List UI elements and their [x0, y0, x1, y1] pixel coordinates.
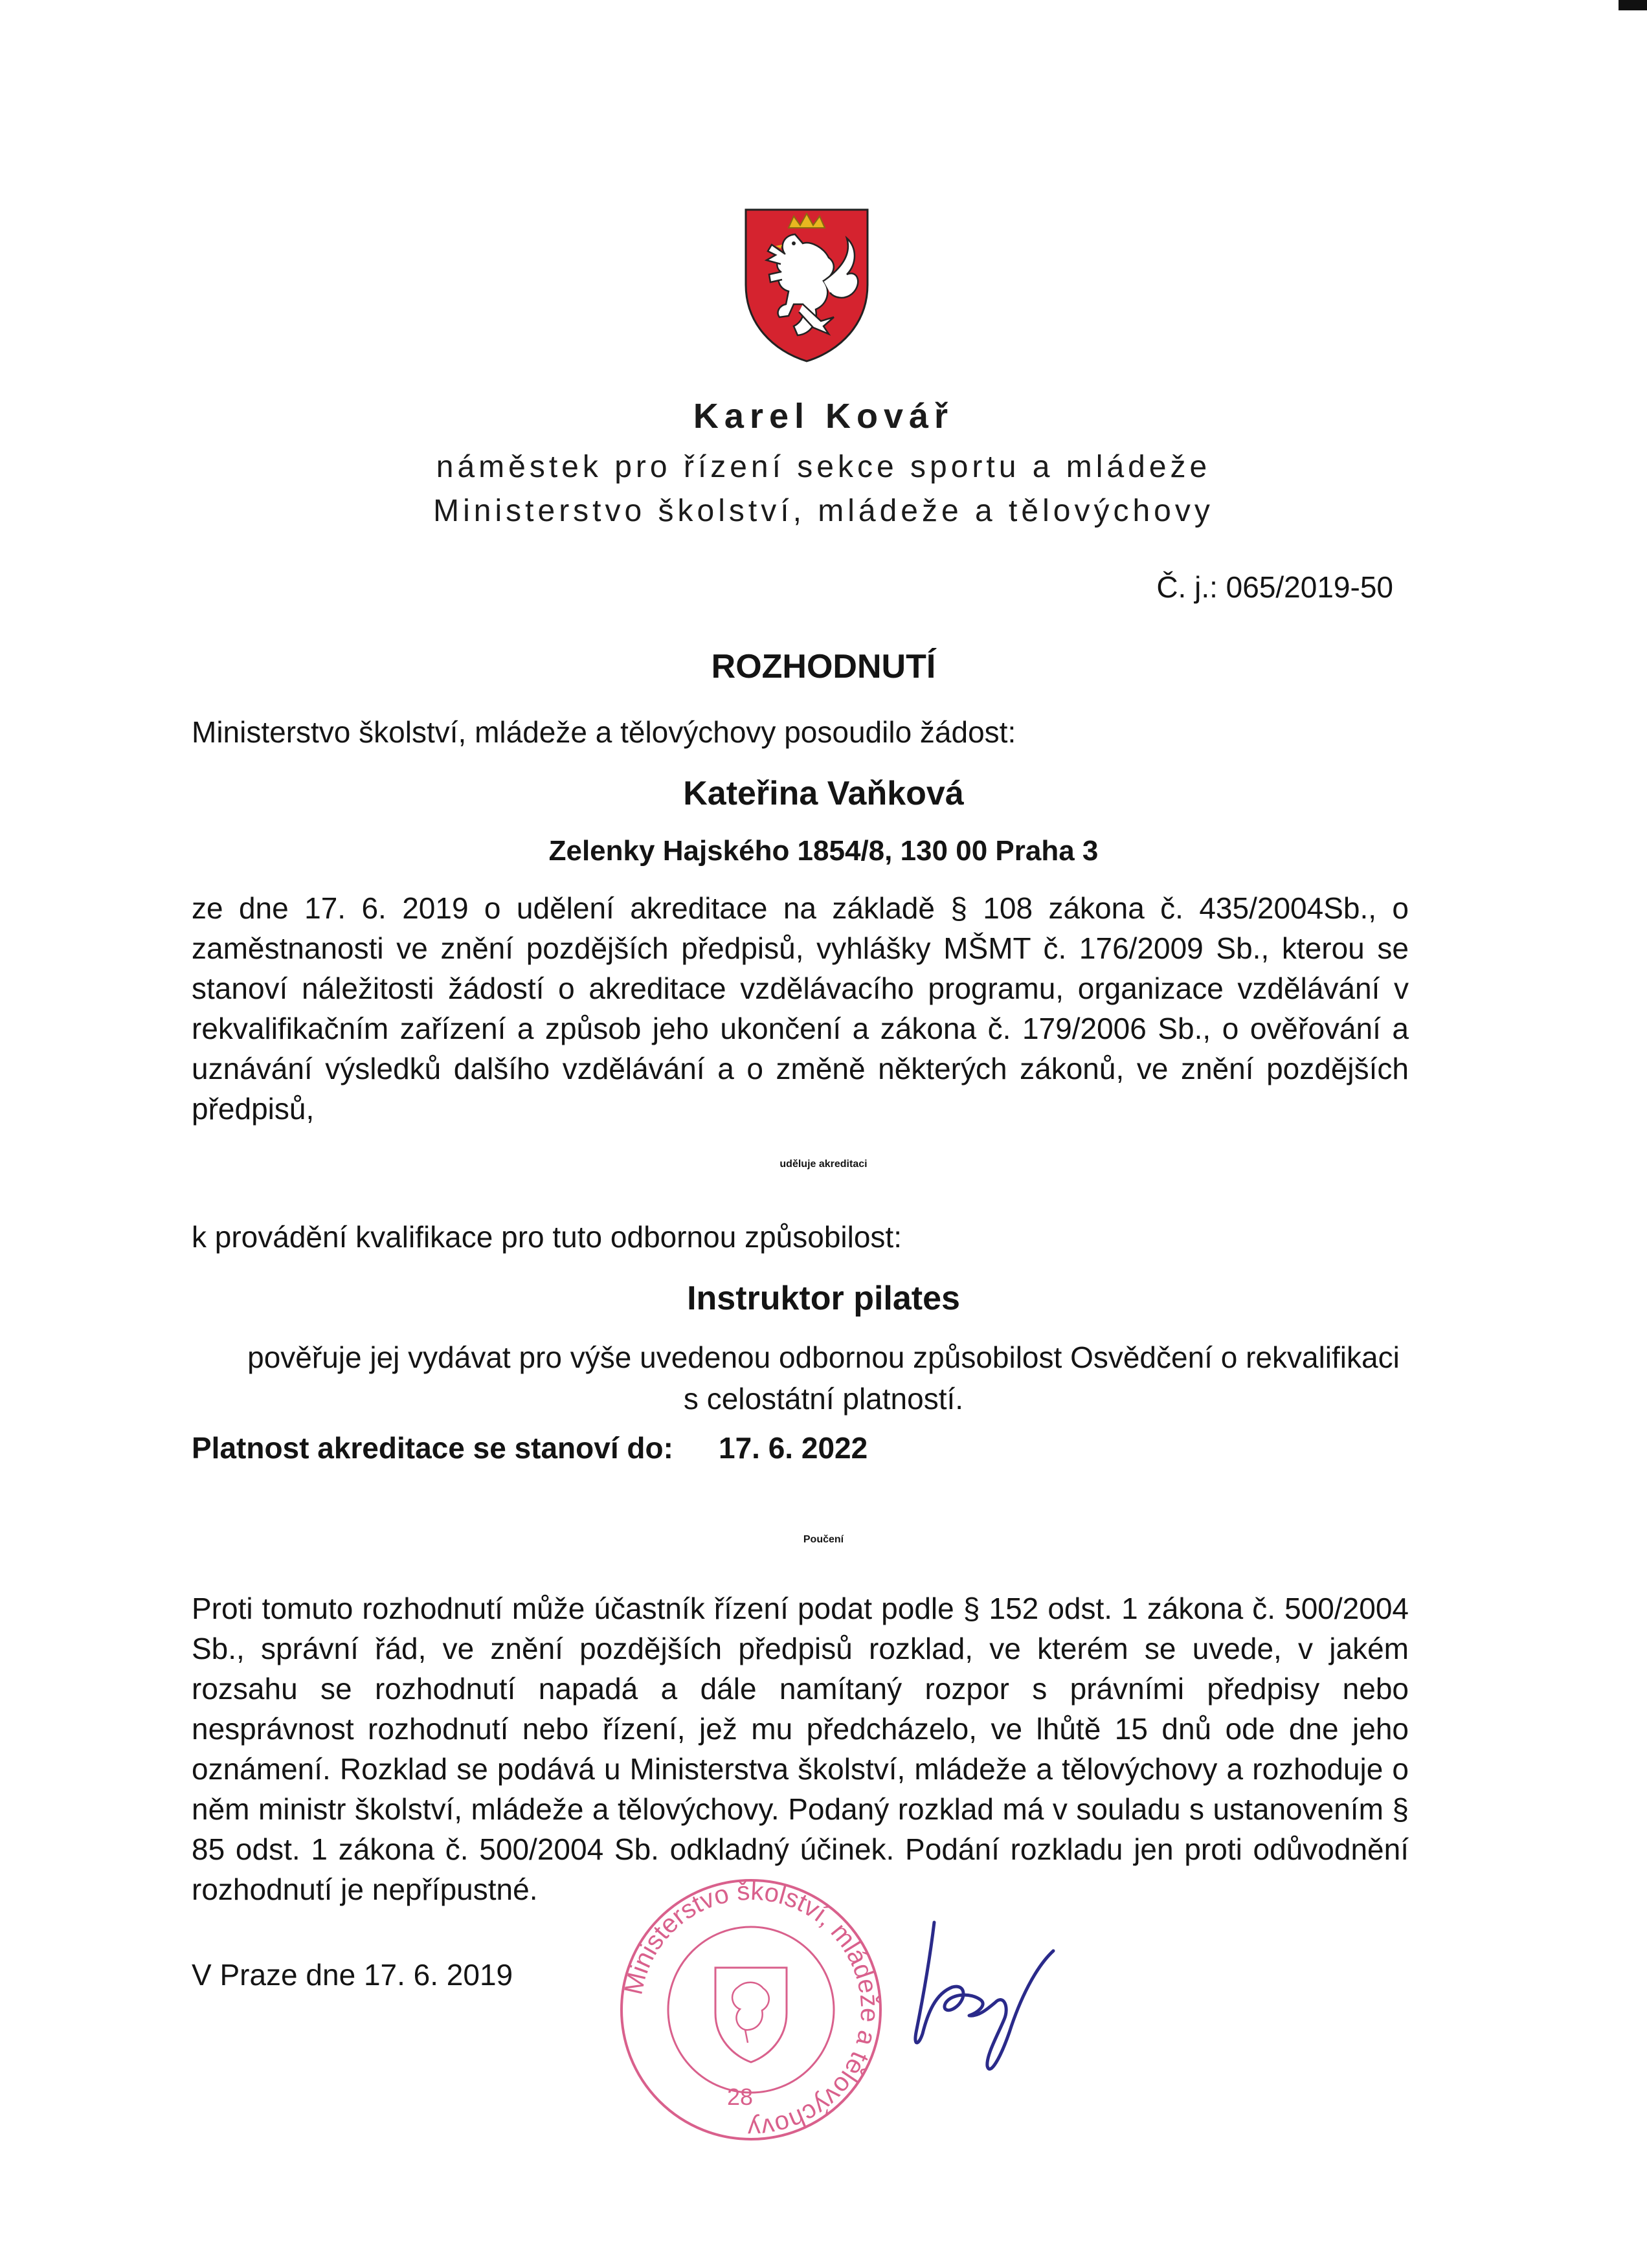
qualification-name: Instruktor pilates: [687, 1280, 960, 1317]
stamp-number: 28: [727, 2084, 754, 2110]
instruction-text: Proti tomuto rozhodnutí může účastník řízení podat podle § 152 odst. 1 zákona č. 500/2004 Sb., správní řád, ve znění pozdějších předpisů rozklad, ve kterém se uvede, v jakém rozsahu se rozhodnutí napadá a dále namítaný rozpor s právními předpisy nebo nesprávnost rozhodnutí nebo řízení, jež mu předcházelo, ve lhůtě 15 dnů ode dne jeho oznámení. Rozklad se podává u Ministerstva školství, mládeže a tělovýchovy a rozhoduje o něm ministr školství, mládeže a tělovýchovy. Podaný rozklad má v souladu s ustanovením § 85 odst. 1 zákona č. 500/2004 Sb. odkladný účinek. Podání rozkladu jen proti odůvodnění rozhodnutí je nepřípustné.: [192, 1592, 1409, 1906]
intro-text: Ministerstvo školství, mládeže a tělovýchovy posoudilo žádost:: [192, 715, 1016, 749]
validity-label: Platnost akreditace se stanoví do:: [192, 1431, 673, 1465]
czech-coat-of-arms-icon: [743, 207, 870, 362]
instruction-heading: Poučení: [803, 1534, 844, 1545]
document-title: ROZHODNUTÍ: [711, 648, 936, 685]
ministry-name: Ministerstvo školství, mládeže a tělovýchovy: [433, 494, 1214, 528]
handwritten-signature: [890, 1896, 1084, 2091]
legal-basis-paragraph: ze dne 17. 6. 2019 o udělení akreditace na základě § 108 zákona č. 435/2004Sb., o zaměstnanosti ve znění pozdějších předpisů, vyhlášky MŠMT č. 176/2009 Sb., kterou se stanoví náležitosti žádostí o akreditace vzdělávacího programu, organizace vzdělávání v rekvalifikačním zařízení a způsob jeho ukončení a zákona č. 179/2006 Sb., o ověřování a uznávání výsledků dalšího vzdělávání a o změně některých zákonů, ve znění pozdějších předpisů,: [192, 891, 1409, 1126]
official-stamp: [618, 1877, 884, 2142]
validity-date: 17. 6. 2022: [719, 1431, 868, 1465]
decision-statement: uděluje akreditaci: [779, 1159, 868, 1170]
signatory-position: náměstek pro řízení sekce sportu a mládeže: [436, 450, 1211, 484]
authorization-line-2: s celostátní platností.: [683, 1382, 964, 1416]
place-and-date: V Praze dne 17. 6. 2019: [192, 1958, 513, 1992]
authorization-line-1: pověřuje jej vydávat pro výše uvedenou odbornou způsobilost Osvědčení o rekvalifikaci: [247, 1340, 1400, 1374]
applicant-address: Zelenky Hajského 1854/8, 130 00 Praha 3: [548, 835, 1099, 867]
qualification-intro: k provádění kvalifikace pro tuto odbornou způsobilost:: [192, 1220, 902, 1254]
stamp-text: Ministerstvo školství, mládeže a tělovýchovy: [619, 1877, 884, 2142]
reference-number: Č. j.: 065/2019-50: [1156, 570, 1393, 604]
signatory-name: Karel Kovář: [693, 397, 954, 436]
scan-corner-mark: [1619, 0, 1647, 10]
applicant-name: Kateřina Vaňková: [683, 775, 964, 812]
